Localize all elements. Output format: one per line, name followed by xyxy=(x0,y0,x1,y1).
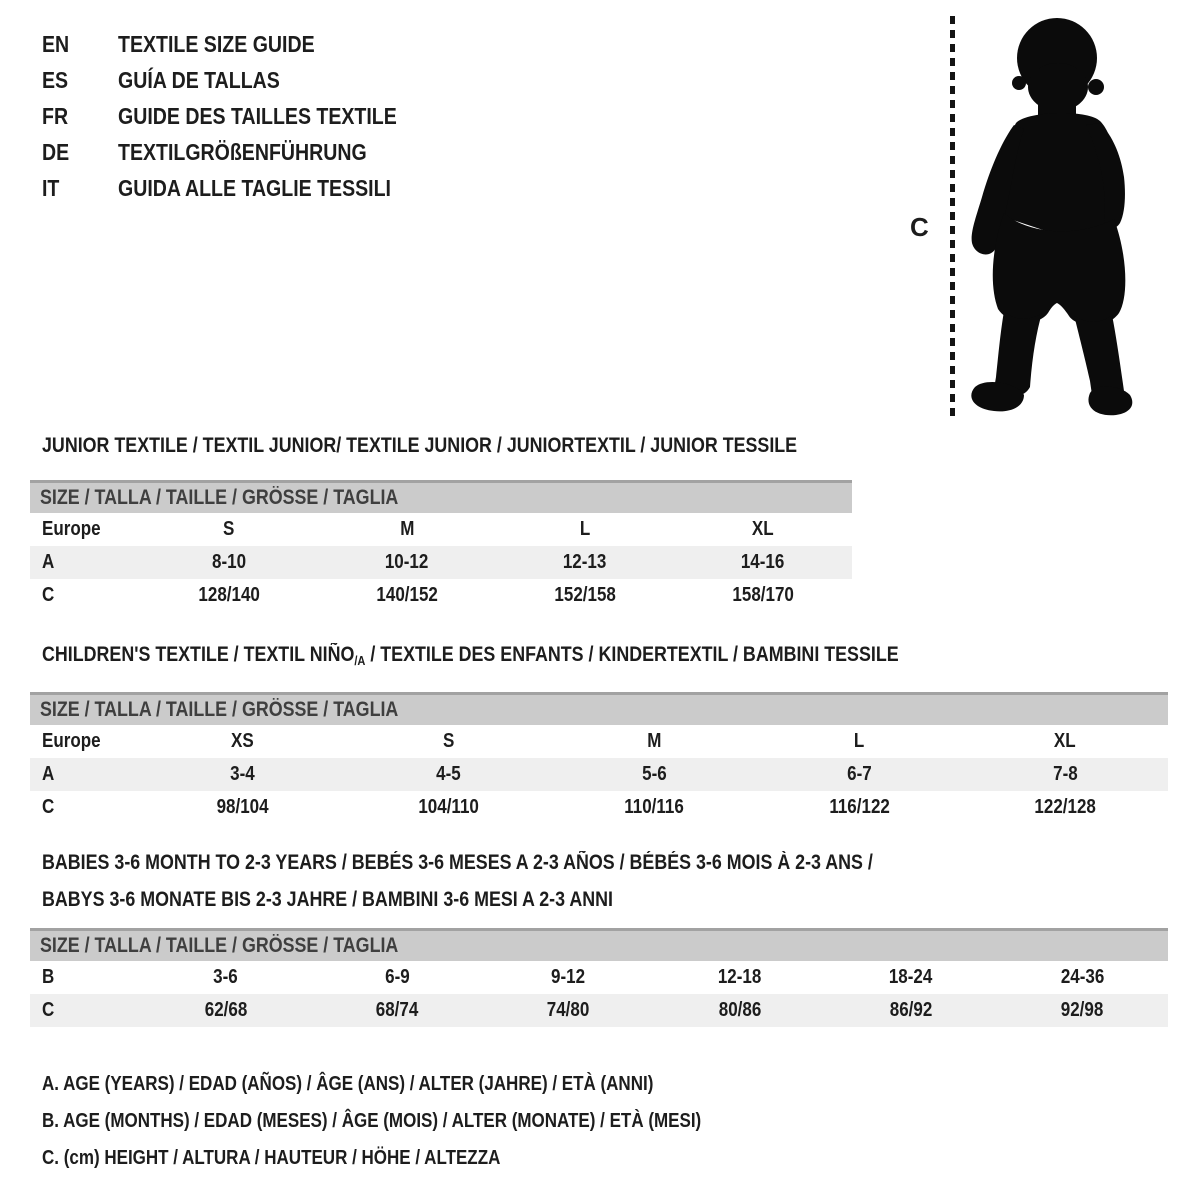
size-cell: XL xyxy=(1054,730,1077,752)
table-row-height xyxy=(30,994,1168,1027)
size-cell: 12-13 xyxy=(563,551,607,573)
size-cell: 7-8 xyxy=(1052,763,1078,785)
lang-code: FR xyxy=(42,103,69,129)
nino-a-subscript: /A xyxy=(354,653,366,668)
size-cell: 68/74 xyxy=(375,999,419,1021)
lang-code: EN xyxy=(42,31,70,57)
table-row-age xyxy=(30,758,1168,791)
row-label-cell: Europe xyxy=(42,730,101,752)
table-row-europe xyxy=(30,725,1168,758)
size-cell: 86/92 xyxy=(889,999,933,1021)
size-cell: 10-12 xyxy=(385,551,429,573)
size-header-bar: SIZE / TALLA / TAILLE / GRÖSSE / TAGLIA xyxy=(30,928,1168,961)
babies-size-table xyxy=(30,928,1168,1027)
toddler-silhouette-icon xyxy=(958,13,1144,418)
size-header-bar: SIZE / TALLA / TAILLE / GRÖSSE / TAGLIA xyxy=(30,692,1168,725)
table-row-age xyxy=(30,546,852,579)
size-cell: 62/68 xyxy=(204,999,247,1021)
lang-code: ES xyxy=(42,67,69,93)
junior-section-title: JUNIOR TEXTILE / TEXTIL JUNIOR/ TEXTILE JUNIOR / JUNIORTEXTIL / JUNIOR TESSILE xyxy=(42,434,798,457)
table-row-europe xyxy=(30,513,852,546)
size-cell: 104/110 xyxy=(418,796,479,818)
lang-title: GUIDA ALLE TAGLIE TESSILI xyxy=(118,175,391,201)
size-cell: 3-4 xyxy=(230,763,256,785)
lang-title: TEXTILE SIZE GUIDE xyxy=(118,31,315,57)
size-cell: 140/152 xyxy=(376,584,438,606)
size-cell: L xyxy=(579,518,591,540)
babies-section-title-line2: BABYS 3-6 MONATE BIS 2-3 JAHRE / BAMBINI 3-6 MESI A 2-3 ANNI xyxy=(42,888,613,911)
table-row-height xyxy=(30,791,1168,824)
children-section-title: CHILDREN'S TEXTILE / TEXTIL $NIÑO_{/A}$ / TEXTILE DES ENFANTS / KINDERTEXTIL / BAMBINI TESSILE xyxy=(42,643,899,668)
legend-notes xyxy=(42,1066,818,1177)
row-label-cell: C xyxy=(42,796,55,818)
size-cell: 158/170 xyxy=(732,584,794,606)
lang-title: TEXTILGRÖßENFÜHRUNG xyxy=(118,139,367,165)
lang-row-it xyxy=(42,170,446,206)
lang-row-fr xyxy=(42,98,446,134)
row-label-cell: B xyxy=(42,966,55,988)
size-cell: XL xyxy=(752,518,774,540)
size-cell: 18-24 xyxy=(889,966,933,988)
size-cell: 98/104 xyxy=(216,796,269,818)
height-dashed-line xyxy=(950,16,955,416)
note-age-months: B. AGE (MONTHS) / EDAD (MESES) / ÂGE (MOIS) / ALTER (MONATE) / ETÀ (MESI) xyxy=(42,1110,702,1132)
row-label-cell: A xyxy=(42,551,55,573)
lang-row-es xyxy=(42,62,446,98)
lang-row-en xyxy=(42,26,446,62)
table-row-height xyxy=(30,579,852,612)
language-title-list xyxy=(42,26,446,206)
lang-title: GUÍA DE TALLAS xyxy=(118,67,280,93)
height-label: C xyxy=(910,212,929,242)
junior-size-table xyxy=(30,480,852,612)
size-cell: 152/158 xyxy=(554,584,616,606)
size-cell: 24-36 xyxy=(1060,966,1105,988)
size-cell: L xyxy=(854,730,865,752)
lang-code: DE xyxy=(42,139,70,165)
lang-row-de xyxy=(42,134,446,170)
size-cell: M xyxy=(399,518,415,540)
size-cell: 3-6 xyxy=(213,966,238,988)
note-age-years: A. AGE (YEARS) / EDAD (AÑOS) / ÂGE (ANS) / ALTER (JAHRE) / ETÀ (ANNI) xyxy=(42,1073,654,1095)
size-cell: 74/80 xyxy=(547,999,590,1021)
size-cell: 92/98 xyxy=(1061,999,1104,1021)
size-cell: 116/122 xyxy=(829,796,890,818)
row-label-cell: Europe xyxy=(42,518,101,540)
row-label-cell: A xyxy=(42,763,55,785)
size-header-bar: SIZE / TALLA / TAILLE / GRÖSSE / TAGLIA xyxy=(30,480,852,513)
size-cell: 8-10 xyxy=(211,551,247,573)
table-row-age-months xyxy=(30,961,1168,994)
babies-section-title-line1: BABIES 3-6 MONTH TO 2-3 YEARS / BEBÉS 3-6 MESES A 2-3 AÑOS / BÉBÉS 3-6 MOIS À 2-3 ANS / xyxy=(42,851,873,874)
size-cell: 80/86 xyxy=(718,999,761,1021)
size-cell: 4-5 xyxy=(436,763,461,785)
row-label-cell: C xyxy=(42,584,55,606)
size-cell: M xyxy=(646,730,662,752)
note-height-cm: C. (cm) HEIGHT / ALTURA / HAUTEUR / HÖHE / ALTEZZA xyxy=(42,1147,501,1169)
size-cell: S xyxy=(442,730,455,752)
row-label-cell: C xyxy=(42,999,55,1021)
size-cell: XS xyxy=(231,730,255,752)
size-cell: 6-9 xyxy=(384,966,410,988)
size-cell: 14-16 xyxy=(741,551,785,573)
size-cell: 12-18 xyxy=(717,966,762,988)
lang-code: IT xyxy=(42,175,60,201)
children-size-table xyxy=(30,692,1168,824)
size-cell: 5-6 xyxy=(641,763,667,785)
size-cell: 128/140 xyxy=(198,584,260,606)
size-cell: 122/128 xyxy=(1034,796,1096,818)
size-cell: 6-7 xyxy=(847,763,872,785)
size-cell: 110/116 xyxy=(624,796,684,818)
size-cell: S xyxy=(223,518,235,540)
size-cell: 9-12 xyxy=(551,966,586,988)
lang-title: GUIDE DES TAILLES TEXTILE xyxy=(118,103,397,129)
